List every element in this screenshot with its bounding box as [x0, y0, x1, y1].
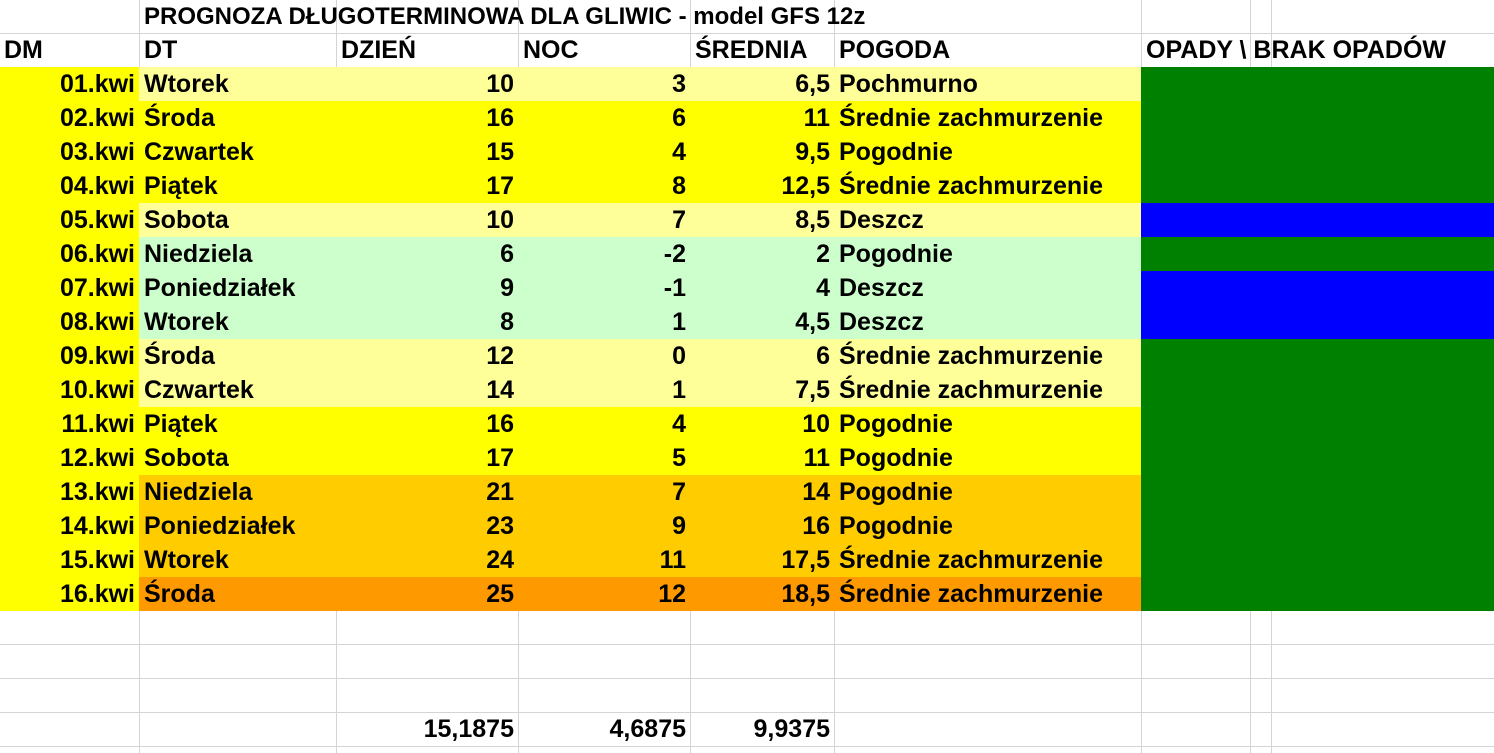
table-row [0, 203, 1494, 237]
header-dt[interactable]: DT [144, 36, 178, 64]
cell-weather[interactable]: Średnie zachmurzenie [834, 373, 1141, 407]
table-row [0, 339, 1494, 373]
cell-precip-indicator[interactable] [1141, 101, 1494, 135]
cell-weekday[interactable]: Wtorek [139, 543, 336, 577]
header-avg[interactable]: ŚREDNIA [695, 36, 808, 64]
cell-avg-temp[interactable]: 4,5 [690, 305, 834, 339]
cell-weather[interactable]: Średnie zachmurzenie [834, 577, 1141, 611]
cell-date[interactable]: 06.kwi [0, 237, 139, 271]
cell-weather[interactable]: Średnie zachmurzenie [834, 101, 1141, 135]
cell-night-temp[interactable]: 9 [518, 509, 690, 543]
cell-weekday[interactable]: Środa [139, 577, 336, 611]
cell-weather[interactable]: Deszcz [834, 203, 1141, 237]
cell-weekday[interactable]: Sobota [139, 203, 336, 237]
table-row [0, 441, 1494, 475]
table-row [0, 271, 1494, 305]
cell-weekday[interactable]: Środa [139, 339, 336, 373]
cell-day-temp[interactable]: 16 [336, 407, 518, 441]
header-row [0, 33, 1494, 67]
cell-weekday[interactable]: Niedziela [139, 237, 336, 271]
cell-night-temp[interactable]: 11 [518, 543, 690, 577]
cell-day-temp[interactable]: 10 [336, 67, 518, 101]
cell-weekday[interactable]: Piątek [139, 169, 336, 203]
cell-precip-indicator[interactable] [1141, 509, 1494, 543]
cell-date[interactable]: 01.kwi [0, 67, 139, 101]
cell-avg-temp[interactable]: 18,5 [690, 577, 834, 611]
cell-night-temp[interactable]: 3 [518, 67, 690, 101]
cell-precip-indicator[interactable] [1141, 203, 1494, 237]
cell-day-temp[interactable]: 15 [336, 135, 518, 169]
cell-weekday[interactable]: Poniedziałek [139, 509, 336, 543]
cell-night-temp[interactable]: -1 [518, 271, 690, 305]
cell-night-temp[interactable]: 4 [518, 135, 690, 169]
cell-precip-indicator[interactable] [1141, 339, 1494, 373]
cell-avg-temp[interactable]: 6 [690, 339, 834, 373]
cell-precip-indicator[interactable] [1141, 441, 1494, 475]
cell-day-temp[interactable]: 6 [336, 237, 518, 271]
table-row [0, 135, 1494, 169]
cell-day-temp[interactable]: 25 [336, 577, 518, 611]
cell-night-temp[interactable]: 4 [518, 407, 690, 441]
cell-weekday[interactable]: Czwartek [139, 135, 336, 169]
cell-precip-indicator[interactable] [1141, 407, 1494, 441]
cell-day-temp[interactable]: 17 [336, 169, 518, 203]
cell-night-temp[interactable]: 7 [518, 475, 690, 509]
header-precip[interactable]: OPADY \ BRAK OPADÓW [1146, 36, 1447, 64]
cell-date[interactable]: 08.kwi [0, 305, 139, 339]
cell-date[interactable]: 04.kwi [0, 169, 139, 203]
cell-date[interactable]: 02.kwi [0, 101, 139, 135]
cell-day-temp[interactable]: 12 [336, 339, 518, 373]
grid-line-horizontal [0, 746, 1494, 747]
cell-day-temp[interactable]: 21 [336, 475, 518, 509]
cell-weather[interactable]: Średnie zachmurzenie [834, 543, 1141, 577]
cell-avg-temp[interactable]: 12,5 [690, 169, 834, 203]
cell-day-temp[interactable]: 9 [336, 271, 518, 305]
table-row [0, 169, 1494, 203]
cell-night-temp[interactable]: 1 [518, 373, 690, 407]
table-row [0, 509, 1494, 543]
cell-precip-indicator[interactable] [1141, 271, 1494, 305]
cell-day-temp[interactable]: 14 [336, 373, 518, 407]
cell-night-temp[interactable]: 12 [518, 577, 690, 611]
sheet-title[interactable]: PROGNOZA DŁUGOTERMINOWA DLA GLIWIC - model GFS 12z [144, 3, 866, 30]
cell-avg-temp[interactable]: 11 [690, 101, 834, 135]
cell-day-temp[interactable]: 16 [336, 101, 518, 135]
cell-weekday[interactable]: Wtorek [139, 67, 336, 101]
cell-avg-temp[interactable]: 16 [690, 509, 834, 543]
cell-weather[interactable]: Średnie zachmurzenie [834, 339, 1141, 373]
cell-precip-indicator[interactable] [1141, 237, 1494, 271]
table-row [0, 67, 1494, 101]
cell-avg-temp[interactable]: 8,5 [690, 203, 834, 237]
cell-day-temp[interactable]: 10 [336, 203, 518, 237]
cell-night-temp[interactable]: 0 [518, 339, 690, 373]
cell-night-temp[interactable]: 6 [518, 101, 690, 135]
cell-precip-indicator[interactable] [1141, 577, 1494, 611]
cell-weather[interactable]: Pogodnie [834, 135, 1141, 169]
cell-night-temp[interactable]: 8 [518, 169, 690, 203]
cell-avg-temp[interactable]: 14 [690, 475, 834, 509]
header-day[interactable]: DZIEŃ [341, 36, 416, 64]
cell-night-temp[interactable]: 1 [518, 305, 690, 339]
table-row [0, 475, 1494, 509]
cell-precip-indicator[interactable] [1141, 135, 1494, 169]
cell-day-temp[interactable]: 17 [336, 441, 518, 475]
cell-weather[interactable]: Pogodnie [834, 237, 1141, 271]
table-row [0, 577, 1494, 611]
header-dm[interactable]: DM [4, 36, 43, 64]
table-row [0, 373, 1494, 407]
cell-date[interactable]: 11.kwi [0, 407, 139, 441]
grid-line-horizontal [0, 678, 1494, 679]
cell-avg-temp[interactable]: 10 [690, 407, 834, 441]
cell-weather[interactable]: Pogodnie [834, 441, 1141, 475]
cell-avg-temp[interactable]: 7,5 [690, 373, 834, 407]
cell-weekday[interactable]: Poniedziałek [139, 271, 336, 305]
cell-night-temp[interactable]: 7 [518, 203, 690, 237]
cell-day-temp[interactable]: 8 [336, 305, 518, 339]
cell-avg-temp[interactable]: 6,5 [690, 67, 834, 101]
cell-weather[interactable]: Pochmurno [834, 67, 1141, 101]
cell-weather[interactable]: Pogodnie [834, 509, 1141, 543]
cell-date[interactable]: 15.kwi [0, 543, 139, 577]
cell-night-temp[interactable]: 5 [518, 441, 690, 475]
cell-weekday[interactable]: Wtorek [139, 305, 336, 339]
header-weather[interactable]: POGODA [839, 36, 951, 64]
cell-avg-temp[interactable]: 4 [690, 271, 834, 305]
cell-avg-temp[interactable]: 17,5 [690, 543, 834, 577]
cell-precip-indicator[interactable] [1141, 475, 1494, 509]
cell-date[interactable]: 16.kwi [0, 577, 139, 611]
cell-avg-temp[interactable]: 2 [690, 237, 834, 271]
cell-weekday[interactable]: Piątek [139, 407, 336, 441]
header-night[interactable]: NOC [523, 36, 579, 64]
cell-date[interactable]: 10.kwi [0, 373, 139, 407]
total-night[interactable]: 4,6875 [609, 715, 686, 743]
table-row [0, 543, 1494, 577]
cell-day-temp[interactable]: 23 [336, 509, 518, 543]
cell-weekday[interactable]: Sobota [139, 441, 336, 475]
cell-date[interactable]: 07.kwi [0, 271, 139, 305]
cell-precip-indicator[interactable] [1141, 543, 1494, 577]
cell-weather[interactable]: Pogodnie [834, 475, 1141, 509]
cell-precip-indicator[interactable] [1141, 373, 1494, 407]
total-avg[interactable]: 9,9375 [753, 715, 830, 743]
cell-day-temp[interactable]: 24 [336, 543, 518, 577]
cell-weekday[interactable]: Niedziela [139, 475, 336, 509]
cell-weather[interactable]: Deszcz [834, 305, 1141, 339]
cell-avg-temp[interactable]: 11 [690, 441, 834, 475]
cell-date[interactable]: 03.kwi [0, 135, 139, 169]
cell-date[interactable]: 09.kwi [0, 339, 139, 373]
cell-weather[interactable]: Pogodnie [834, 407, 1141, 441]
cell-date[interactable]: 14.kwi [0, 509, 139, 543]
cell-weekday[interactable]: Środa [139, 101, 336, 135]
grid-line-horizontal [0, 644, 1494, 645]
table-row [0, 407, 1494, 441]
totals-row [0, 712, 1494, 746]
table-row [0, 305, 1494, 339]
cell-precip-indicator[interactable] [1141, 67, 1494, 101]
cell-precip-indicator[interactable] [1141, 305, 1494, 339]
total-day[interactable]: 15,1875 [423, 715, 514, 743]
title-row [0, 0, 1494, 34]
cell-weather[interactable]: Deszcz [834, 271, 1141, 305]
table-row [0, 101, 1494, 135]
cell-avg-temp[interactable]: 9,5 [690, 135, 834, 169]
cell-weather[interactable]: Średnie zachmurzenie [834, 169, 1141, 203]
cell-weekday[interactable]: Czwartek [139, 373, 336, 407]
cell-date[interactable]: 12.kwi [0, 441, 139, 475]
cell-date[interactable]: 13.kwi [0, 475, 139, 509]
table-row [0, 237, 1494, 271]
cell-night-temp[interactable]: -2 [518, 237, 690, 271]
cell-date[interactable]: 05.kwi [0, 203, 139, 237]
cell-precip-indicator[interactable] [1141, 169, 1494, 203]
